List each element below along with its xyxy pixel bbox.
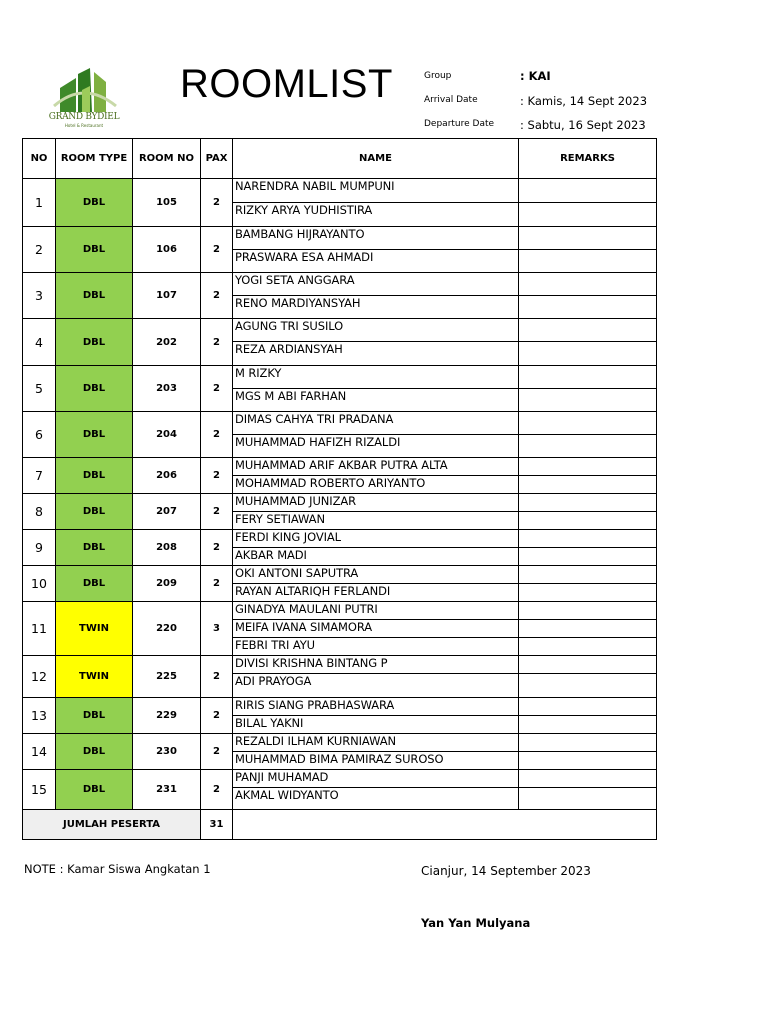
note: NOTE : Kamar Siswa Angkatan 1 (24, 862, 211, 876)
remarks-cell (519, 512, 657, 530)
remarks-cell (519, 342, 657, 366)
remarks-cell (519, 530, 657, 548)
room-number-cell: 10 (23, 566, 56, 602)
pax-cell: 2 (201, 698, 233, 734)
arrival-date-label: Arrival Date (424, 95, 478, 105)
room-no-cell: 105 (133, 179, 201, 227)
total-row (23, 810, 657, 840)
room-number-cell: 12 (23, 656, 56, 698)
room-number-cell: 3 (23, 273, 56, 319)
table-row (23, 602, 657, 620)
remarks-cell (519, 716, 657, 734)
guest-name-cell: ADI PRAYOGA (233, 674, 519, 698)
remarks-cell (519, 227, 657, 250)
guest-name-cell: FEBRI TRI AYU (233, 638, 519, 656)
pax-cell: 2 (201, 273, 233, 319)
remarks-cell (519, 620, 657, 638)
guest-name-cell: FERDI KING JOVIAL (233, 530, 519, 548)
remarks-cell (519, 435, 657, 458)
group-label: Group (424, 71, 452, 81)
pax-cell: 2 (201, 530, 233, 566)
room-type-cell: DBL (56, 179, 133, 227)
pax-cell: 2 (201, 734, 233, 770)
room-number-cell: 6 (23, 412, 56, 458)
room-number-cell: 15 (23, 770, 56, 810)
room-type-cell: DBL (56, 734, 133, 770)
room-no-cell: 207 (133, 494, 201, 530)
guest-name-cell: AKBAR MADI (233, 548, 519, 566)
departure-date-value: : Sabtu, 16 Sept 2023 (520, 118, 646, 132)
guest-name-cell: MUHAMMAD JUNIZAR (233, 494, 519, 512)
table-row (23, 734, 657, 752)
guest-name-cell: RIZKY ARYA YUDHISTIRA (233, 203, 519, 227)
page-title: ROOMLIST (180, 62, 393, 106)
room-type-cell: DBL (56, 319, 133, 366)
guest-name-cell: MUHAMMAD BIMA PAMIRAZ SUROSO (233, 752, 519, 770)
remarks-cell (519, 770, 657, 788)
remarks-cell (519, 788, 657, 810)
room-number-cell: 7 (23, 458, 56, 494)
remarks-cell (519, 752, 657, 770)
room-no-cell: 229 (133, 698, 201, 734)
table-row (23, 319, 657, 342)
guest-name-cell: AKMAL WIDYANTO (233, 788, 519, 810)
pax-cell: 2 (201, 319, 233, 366)
remarks-cell (519, 203, 657, 227)
table-row (23, 179, 657, 203)
pax-cell: 2 (201, 656, 233, 698)
pax-cell: 2 (201, 566, 233, 602)
room-type-cell: DBL (56, 566, 133, 602)
room-no-cell: 106 (133, 227, 201, 273)
departure-date-label: Departure Date (424, 119, 495, 129)
remarks-cell (519, 319, 657, 342)
guest-name-cell: BAMBANG HIJRAYANTO (233, 227, 519, 250)
remarks-cell (519, 273, 657, 296)
logo-wordmark: GRAND BYDIEL (48, 112, 120, 122)
pax-cell: 2 (201, 458, 233, 494)
guest-name-cell: MGS M ABI FARHAN (233, 389, 519, 412)
room-no-cell: 203 (133, 366, 201, 412)
room-number-cell: 9 (23, 530, 56, 566)
table-header-row (23, 139, 657, 179)
guest-name-cell: PRASWARA ESA AHMADI (233, 250, 519, 273)
room-number-cell: 13 (23, 698, 56, 734)
room-no-cell: 209 (133, 566, 201, 602)
header-room-type: ROOM TYPE (56, 139, 133, 179)
guest-name-cell: DIMAS CAHYA TRI PRADANA (233, 412, 519, 435)
remarks-cell (519, 389, 657, 412)
room-no-cell: 208 (133, 530, 201, 566)
room-no-cell: 107 (133, 273, 201, 319)
guest-name-cell: BILAL YAKNI (233, 716, 519, 734)
signer-name: Yan Yan Mulyana (421, 916, 531, 930)
guest-name-cell: FERY SETIAWAN (233, 512, 519, 530)
room-type-cell: DBL (56, 273, 133, 319)
guest-name-cell: REZA ARDIANSYAH (233, 342, 519, 366)
hotel-building-icon (46, 66, 122, 114)
pax-cell: 2 (201, 412, 233, 458)
room-number-cell: 4 (23, 319, 56, 366)
guest-name-cell: MUHAMMAD ARIF AKBAR PUTRA ALTA (233, 458, 519, 476)
guest-name-cell: RIRIS SIANG PRABHASWARA (233, 698, 519, 716)
room-type-cell: DBL (56, 698, 133, 734)
remarks-cell (519, 602, 657, 620)
remarks-cell (519, 734, 657, 752)
guest-name-cell: MOHAMMAD ROBERTO ARIYANTO (233, 476, 519, 494)
table-row (23, 656, 657, 674)
total-value: 31 (201, 810, 233, 840)
room-no-cell: 204 (133, 412, 201, 458)
pax-cell: 2 (201, 179, 233, 227)
guest-name-cell: OKI ANTONI SAPUTRA (233, 566, 519, 584)
pax-cell: 2 (201, 494, 233, 530)
room-type-cell: TWIN (56, 656, 133, 698)
arrival-date-value: : Kamis, 14 Sept 2023 (520, 94, 648, 108)
table-row (23, 366, 657, 389)
remarks-cell (519, 412, 657, 435)
room-type-cell: DBL (56, 412, 133, 458)
guest-name-cell: AGUNG TRI SUSILO (233, 319, 519, 342)
guest-name-cell: NARENDRA NABIL MUMPUNI (233, 179, 519, 203)
room-type-cell: DBL (56, 530, 133, 566)
table-row (23, 698, 657, 716)
logo-subtitle: Hotel & Restaurant (64, 123, 104, 128)
room-no-cell: 225 (133, 656, 201, 698)
guest-name-cell: DIVISI KRISHNA BINTANG P (233, 656, 519, 674)
room-no-cell: 202 (133, 319, 201, 366)
room-type-cell: DBL (56, 227, 133, 273)
header-pax: PAX (201, 139, 233, 179)
pax-cell: 2 (201, 227, 233, 273)
total-label: JUMLAH PESERTA (23, 810, 201, 840)
remarks-cell (519, 566, 657, 584)
guest-name-cell: RENO MARDIYANSYAH (233, 296, 519, 319)
remarks-cell (519, 296, 657, 319)
header-remarks: REMARKS (519, 139, 657, 179)
header-name: NAME (233, 139, 519, 179)
room-no-cell: 220 (133, 602, 201, 656)
guest-name-cell: REZALDI ILHAM KURNIAWAN (233, 734, 519, 752)
room-type-cell: DBL (56, 366, 133, 412)
room-number-cell: 11 (23, 602, 56, 656)
guest-name-cell: MUHAMMAD HAFIZH RIZALDI (233, 435, 519, 458)
remarks-cell (519, 584, 657, 602)
room-no-cell: 230 (133, 734, 201, 770)
room-type-cell: DBL (56, 458, 133, 494)
pax-cell: 2 (201, 366, 233, 412)
group-value: : KAI (520, 69, 551, 83)
guest-name-cell: M RIZKY (233, 366, 519, 389)
place-date: Cianjur, 14 September 2023 (421, 864, 591, 878)
remarks-cell (519, 656, 657, 674)
header-room-no: ROOM NO (133, 139, 201, 179)
header-no: NO (23, 139, 56, 179)
room-number-cell: 5 (23, 366, 56, 412)
room-number-cell: 14 (23, 734, 56, 770)
remarks-cell (519, 366, 657, 389)
roomlist-table (22, 138, 657, 840)
remarks-cell (519, 698, 657, 716)
room-type-cell: DBL (56, 770, 133, 810)
guest-name-cell: YOGI SETA ANGGARA (233, 273, 519, 296)
table-row (23, 566, 657, 584)
room-type-cell: DBL (56, 494, 133, 530)
table-row (23, 530, 657, 548)
guest-name-cell: GINADYA MAULANI PUTRI (233, 602, 519, 620)
guest-name-cell: RAYAN ALTARIQH FERLANDI (233, 584, 519, 602)
room-no-cell: 206 (133, 458, 201, 494)
remarks-cell (519, 250, 657, 273)
room-number-cell: 2 (23, 227, 56, 273)
table-row (23, 273, 657, 296)
room-no-cell: 231 (133, 770, 201, 810)
remarks-cell (519, 638, 657, 656)
room-number-cell: 1 (23, 179, 56, 227)
remarks-cell (519, 494, 657, 512)
pax-cell: 2 (201, 770, 233, 810)
room-number-cell: 8 (23, 494, 56, 530)
table-row (23, 494, 657, 512)
table-row (23, 770, 657, 788)
remarks-cell (519, 674, 657, 698)
remarks-cell (519, 179, 657, 203)
pax-cell: 3 (201, 602, 233, 656)
total-blank-cell (233, 810, 657, 840)
remarks-cell (519, 458, 657, 476)
guest-name-cell: MEIFA IVANA SIMAMORA (233, 620, 519, 638)
room-type-cell: TWIN (56, 602, 133, 656)
hotel-logo (46, 66, 126, 132)
remarks-cell (519, 548, 657, 566)
table-row (23, 458, 657, 476)
remarks-cell (519, 476, 657, 494)
table-row (23, 412, 657, 435)
table-row (23, 227, 657, 250)
guest-name-cell: PANJI MUHAMAD (233, 770, 519, 788)
